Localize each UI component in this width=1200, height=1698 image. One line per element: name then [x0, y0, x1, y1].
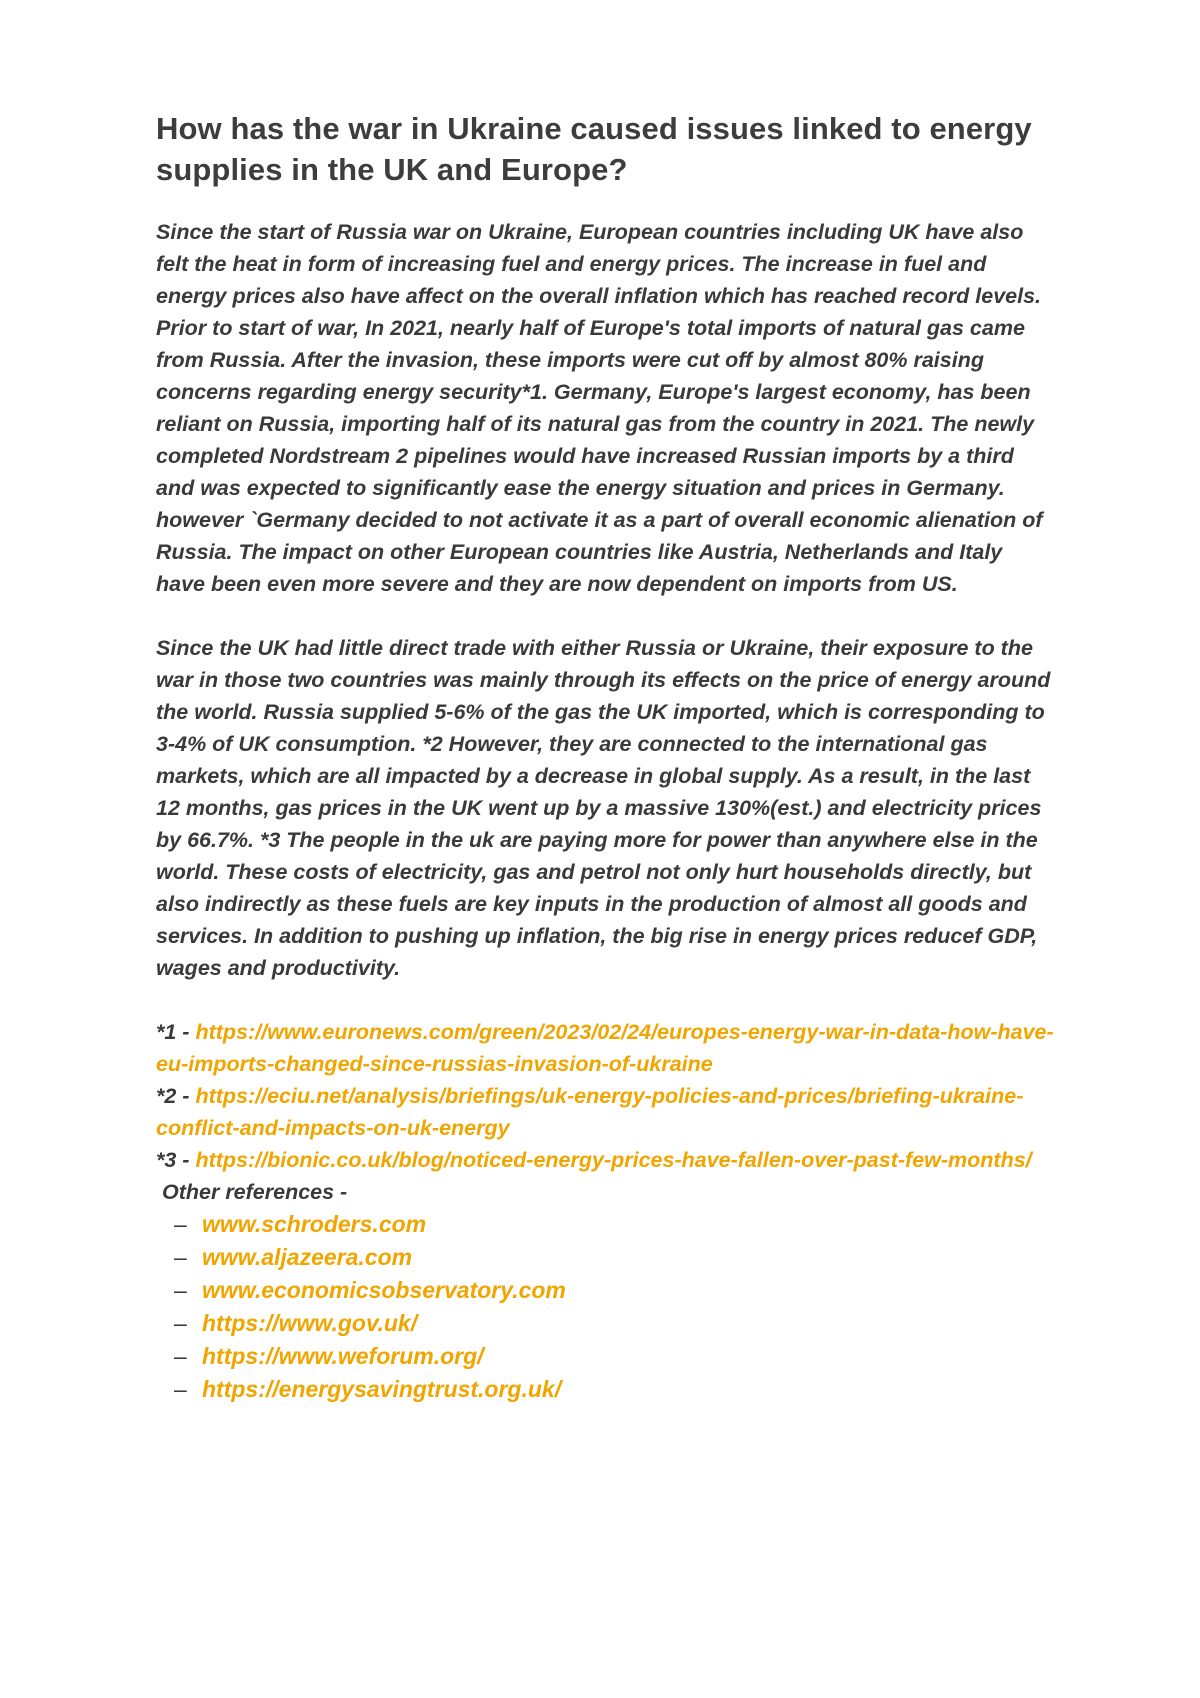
- paragraph-europe-impact: Since the start of Russia war on Ukraine, European countries including UK have also felt the heat in form of increasing fuel and energy prices. The increase in fuel and energy prices also have affect on the overall inflation which has reached record levels. Prior to start of war, In 2021, nearly half of Europe's total imports of natural gas came from Russia. After the invasion, these imports were cut off by almost 80% raising concerns regarding energy security*1. Germany, Europe's largest economy, has been reliant on Russia, importing half of its natural gas from the country in 2021. The newly completed Nordstream 2 pipelines would have increased Russian imports by a third and was expected to significantly ease the energy situation and prices in Germany. however `Germany decided to not activate it as a part of overall economic alienation of Russia. The impact on other European countries like Austria, Netherlands and Italy have been even more severe and they are now dependent on imports from US.: [156, 220, 1043, 596]
- footnote-3: [156, 1144, 1056, 1176]
- reference-link-economicsobservatory[interactable]: www.economicsobservatory.com: [202, 1277, 566, 1303]
- list-item: [174, 1307, 1056, 1340]
- paragraph-uk-impact: Since the UK had little direct trade with either Russia or Ukraine, their exposure to the war in those two countries was mainly through its effects on the price of energy around the world. Russia supplied 5-6% of the gas the UK imported, which is corresponding to 3-4% of UK consumption. *2 However, they are connected to the international gas markets, which are all impacted by a decrease in global supply. As a result, in the last 12 months, gas prices in the UK went up by a massive 130%(est.) and electricity prices by 66.7%. *3 The people in the uk are paying more for power than anywhere else in the world. These costs of electricity, gas and petrol not only hurt households directly, but also indirectly as these fuels are key inputs in the production of almost all goods and services. In addition to pushing up inflation, the big rise in energy prices reducef GDP, wages and productivity.: [156, 636, 1051, 980]
- references-section: [156, 1016, 1056, 1406]
- footnote-link-euronews[interactable]: https://www.euronews.com/green/2023/02/24/europes-energy-war-in-data-how-have-eu-imports-changed-since-russias-invasion-of-ukraine: [156, 1020, 1054, 1076]
- footnote-2: [156, 1080, 1056, 1144]
- footnote-marker: *3 -: [156, 1148, 196, 1172]
- reference-link-aljazeera[interactable]: www.aljazeera.com: [202, 1244, 413, 1270]
- footnote-marker: *1 -: [156, 1020, 196, 1044]
- dash-bullet: –: [174, 1211, 187, 1237]
- document-title: How has the war in Ukraine caused issues linked to energy supplies in the UK and Europe?: [156, 111, 1032, 187]
- dash-bullet: –: [174, 1277, 187, 1303]
- other-references-label: Other references -: [162, 1180, 348, 1204]
- reference-link-energysavingtrust[interactable]: https://energysavingtrust.org.uk/: [202, 1376, 562, 1402]
- list-item: [174, 1241, 1056, 1274]
- footnote-link-bionic[interactable]: https://bionic.co.uk/blog/noticed-energy-prices-have-fallen-over-past-few-months/: [195, 1148, 1032, 1172]
- dash-bullet: –: [174, 1310, 187, 1336]
- dash-bullet: –: [174, 1244, 187, 1270]
- dash-bullet: –: [174, 1376, 187, 1402]
- footnote-marker: *2 -: [156, 1084, 196, 1108]
- reference-link-schroders[interactable]: www.schroders.com: [202, 1211, 427, 1237]
- list-item: [174, 1340, 1056, 1373]
- footnote-1: [156, 1016, 1056, 1080]
- list-item: [174, 1373, 1056, 1406]
- list-item: [174, 1208, 1056, 1241]
- reference-link-weforum[interactable]: https://www.weforum.org/: [202, 1343, 484, 1369]
- dash-bullet: –: [174, 1343, 187, 1369]
- list-item: [174, 1274, 1056, 1307]
- other-references-list: [156, 1208, 1056, 1406]
- footnote-link-eciu[interactable]: https://eciu.net/analysis/briefings/uk-energy-policies-and-prices/briefing-ukraine-conflict-and-impacts-on-uk-energy: [156, 1084, 1024, 1140]
- document-page: [156, 108, 1056, 1406]
- reference-link-gov-uk[interactable]: https://www.gov.uk/: [202, 1310, 418, 1336]
